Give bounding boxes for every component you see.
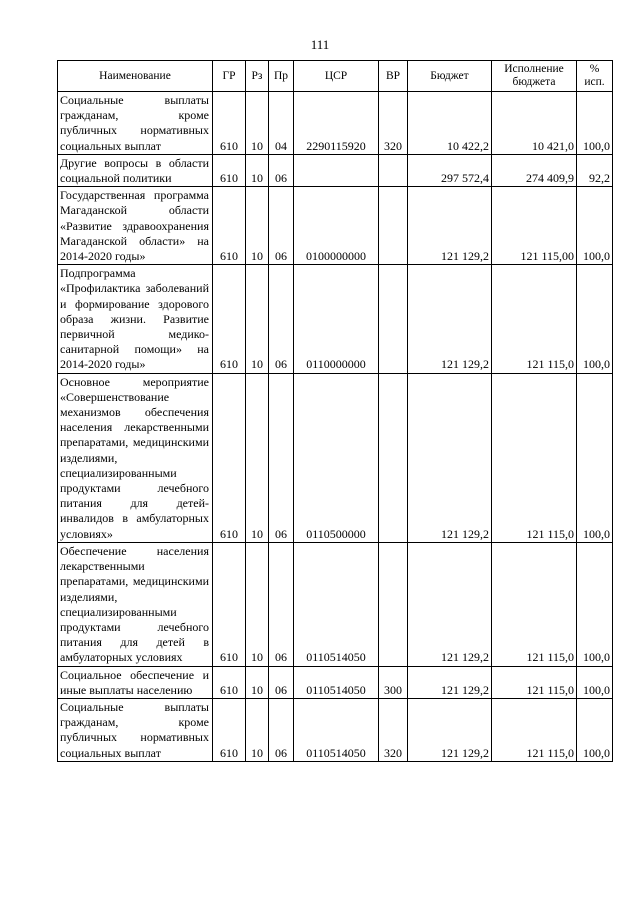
row-rz: 10 — [246, 187, 269, 265]
row-csr: 2290115920 — [294, 92, 379, 155]
row-rz: 10 — [246, 698, 269, 761]
row-csr: 0110500000 — [294, 373, 379, 542]
row-budget: 10 422,2 — [408, 92, 492, 155]
row-percent: 100,0 — [577, 666, 613, 698]
table-row — [58, 373, 613, 542]
row-gr: 610 — [213, 373, 246, 542]
row-name: Социальные выплаты гражданам, кроме публичных нормативных социальных выплат — [58, 698, 213, 761]
header-vr: ВР — [379, 61, 408, 92]
table-header-row — [58, 61, 613, 92]
row-vr — [379, 542, 408, 666]
row-execution: 121 115,0 — [492, 542, 577, 666]
row-csr: 0110514050 — [294, 666, 379, 698]
row-gr: 610 — [213, 698, 246, 761]
row-execution: 10 421,0 — [492, 92, 577, 155]
row-budget: 121 129,2 — [408, 542, 492, 666]
table-row — [58, 698, 613, 761]
header-name: Наименование — [58, 61, 213, 92]
row-execution: 121 115,0 — [492, 373, 577, 542]
row-percent: 100,0 — [577, 92, 613, 155]
row-pr: 06 — [269, 373, 294, 542]
row-name: Основное мероприятие «Совершенствование механизмов обеспечения населения лекарственными препаратами, медицинскими изделиями, специализированными продуктами лечебного питания для детей-инвалидов в амбулаторных условиях» — [58, 373, 213, 542]
row-csr: 0110514050 — [294, 542, 379, 666]
row-percent: 100,0 — [577, 373, 613, 542]
row-gr: 610 — [213, 265, 246, 373]
row-name: Подпрограмма «Профилактика заболеваний и формирование здорового образа жизни. Развитие первичной медико-санитарной помощи» на 2014-2020 годы» — [58, 265, 213, 373]
header-rz: Рз — [246, 61, 269, 92]
header-budget: Бюджет — [408, 61, 492, 92]
table-row — [58, 666, 613, 698]
page-number: 111 — [310, 37, 330, 52]
row-rz: 10 — [246, 154, 269, 186]
row-gr: 610 — [213, 187, 246, 265]
row-gr: 610 — [213, 92, 246, 155]
row-csr: 0100000000 — [294, 187, 379, 265]
row-pr: 06 — [269, 154, 294, 186]
row-pr: 06 — [269, 265, 294, 373]
table-row — [58, 187, 613, 265]
row-vr — [379, 373, 408, 542]
row-budget: 121 129,2 — [408, 666, 492, 698]
row-name: Обеспечение населения лекарственными препаратами, медицинскими изделиями, специализированными продуктами лечебного питания для детей в амбулаторных условиях — [58, 542, 213, 666]
row-vr: 320 — [379, 92, 408, 155]
row-rz: 10 — [246, 92, 269, 155]
row-gr: 610 — [213, 542, 246, 666]
row-rz: 10 — [246, 542, 269, 666]
table-row — [58, 92, 613, 155]
row-gr: 610 — [213, 666, 246, 698]
header-percent: % исп. — [577, 61, 613, 92]
table-row — [58, 154, 613, 186]
row-budget: 297 572,4 — [408, 154, 492, 186]
row-vr: 320 — [379, 698, 408, 761]
row-rz: 10 — [246, 265, 269, 373]
row-name: Другие вопросы в области социальной политики — [58, 154, 213, 186]
row-pr: 04 — [269, 92, 294, 155]
row-budget: 121 129,2 — [408, 265, 492, 373]
row-percent: 100,0 — [577, 698, 613, 761]
row-execution: 121 115,00 — [492, 187, 577, 265]
table-row — [58, 542, 613, 666]
row-pr: 06 — [269, 698, 294, 761]
row-execution: 121 115,0 — [492, 698, 577, 761]
row-name: Социальные выплаты гражданам, кроме публичных нормативных социальных выплат — [58, 92, 213, 155]
row-pr: 06 — [269, 542, 294, 666]
row-vr — [379, 187, 408, 265]
row-percent: 92,2 — [577, 154, 613, 186]
row-vr — [379, 265, 408, 373]
row-csr: 0110514050 — [294, 698, 379, 761]
row-budget: 121 129,2 — [408, 698, 492, 761]
table-row — [58, 265, 613, 373]
row-percent: 100,0 — [577, 265, 613, 373]
row-name: Государственная программа Магаданской области «Развитие здравоохранения Магаданской области» на 2014-2020 годы» — [58, 187, 213, 265]
row-rz: 10 — [246, 666, 269, 698]
header-pr: Пр — [269, 61, 294, 92]
header-csr: ЦСР — [294, 61, 379, 92]
header-execution: Исполнение бюджета — [492, 61, 577, 92]
row-execution: 274 409,9 — [492, 154, 577, 186]
budget-table — [57, 60, 613, 762]
row-name: Социальное обеспечение и иные выплаты населению — [58, 666, 213, 698]
row-csr: 0110000000 — [294, 265, 379, 373]
row-pr: 06 — [269, 187, 294, 265]
row-budget: 121 129,2 — [408, 187, 492, 265]
row-csr — [294, 154, 379, 186]
row-execution: 121 115,0 — [492, 666, 577, 698]
row-vr: 300 — [379, 666, 408, 698]
row-pr: 06 — [269, 666, 294, 698]
row-vr — [379, 154, 408, 186]
row-execution: 121 115,0 — [492, 265, 577, 373]
header-gr: ГР — [213, 61, 246, 92]
row-budget: 121 129,2 — [408, 373, 492, 542]
row-rz: 10 — [246, 373, 269, 542]
row-percent: 100,0 — [577, 187, 613, 265]
row-gr: 610 — [213, 154, 246, 186]
row-percent: 100,0 — [577, 542, 613, 666]
